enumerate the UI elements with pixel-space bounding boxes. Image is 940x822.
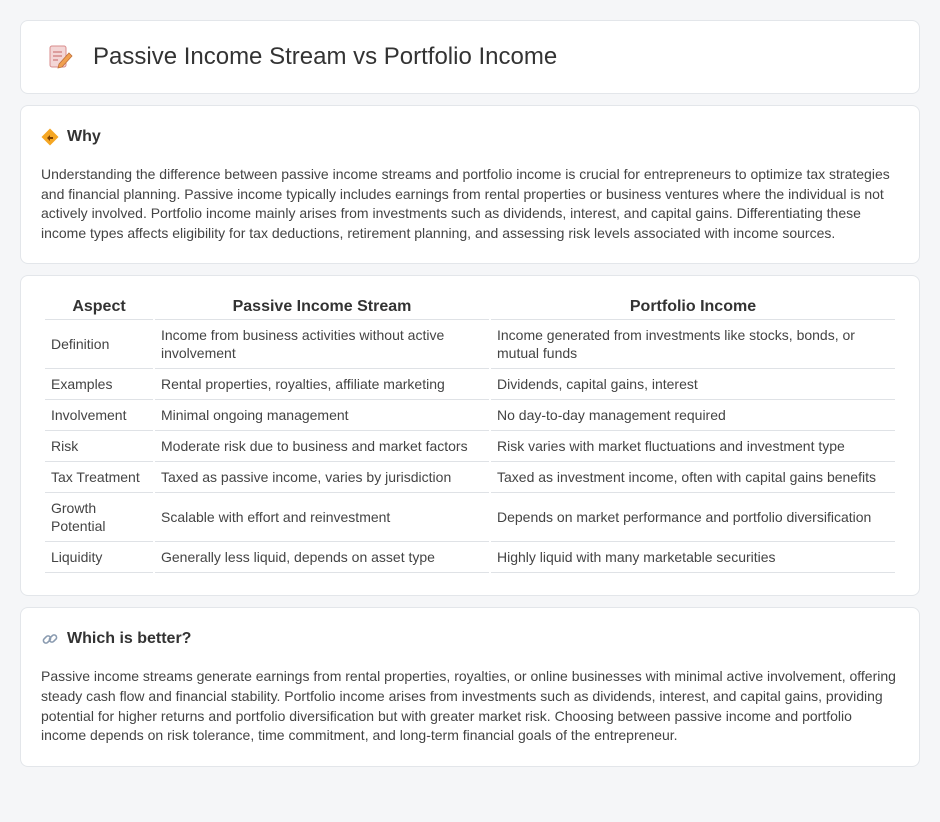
cell-passive: Income from business activities without active involvement [155, 320, 489, 369]
better-header [41, 630, 899, 648]
why-text: Understanding the difference between passive income streams and portfolio income is crucial for entrepreneurs to optimize tax strategies and financial planning. Passive income typically includes earnings from rental properties or business ventures where the individual is not actively involved. Portfolio income mainly arises from investments such as dividends, interest, and capital gains. Differentiating these income types affects eligibility for tax deductions, retirement planning, and assessing risk levels associated with income sources. [41, 166, 890, 241]
cell-portfolio: Highly liquid with many marketable securities [491, 542, 895, 573]
why-section [20, 105, 920, 264]
table-row [45, 369, 895, 400]
cell-aspect: Liquidity [45, 542, 153, 573]
link-icon [41, 630, 59, 648]
cell-portfolio: Income generated from investments like stocks, bonds, or mutual funds [491, 320, 895, 369]
better-title: Which is better? [67, 630, 192, 648]
cell-aspect: Risk [45, 431, 153, 462]
cell-passive: Rental properties, royalties, affiliate marketing [155, 369, 489, 400]
document-pencil-icon [47, 44, 73, 70]
comparison-card [20, 275, 920, 596]
why-title: Why [67, 128, 101, 145]
cell-passive: Scalable with effort and reinvestment [155, 493, 489, 542]
cell-passive: Generally less liquid, depends on asset type [155, 542, 489, 573]
table-row [45, 493, 895, 542]
table-row [45, 462, 895, 493]
header-portfolio: Portfolio Income [491, 298, 895, 320]
cell-aspect: Definition [45, 320, 153, 369]
why-header [41, 128, 899, 146]
cell-portfolio: Risk varies with market fluctuations and investment type [491, 431, 895, 462]
table-header-row [45, 298, 895, 320]
cell-passive: Minimal ongoing management [155, 400, 489, 431]
cell-portfolio: Dividends, capital gains, interest [491, 369, 895, 400]
table-row [45, 542, 895, 573]
header-passive: Passive Income Stream [155, 298, 489, 320]
page-title: Passive Income Stream vs Portfolio Income [93, 43, 558, 70]
cell-portfolio: No day-to-day management required [491, 400, 895, 431]
table-row [45, 320, 895, 369]
cell-portfolio: Taxed as investment income, often with capital gains benefits [491, 462, 895, 493]
cell-aspect: Tax Treatment [45, 462, 153, 493]
cell-portfolio: Depends on market performance and portfolio diversification [491, 493, 895, 542]
comparison-table [43, 298, 897, 573]
title-card [20, 20, 920, 94]
table-row [45, 400, 895, 431]
cell-passive: Taxed as passive income, varies by jurisdiction [155, 462, 489, 493]
better-text: Passive income streams generate earnings from rental properties, royalties, or online businesses with minimal active involvement, offering steady cash flow and financial stability. Portfolio income arises from investments such as dividends, interest, and capital gains, providing potential for higher returns and portfolio diversification but with greater market risk. Choosing between passive income and portfolio income depends on risk tolerance, time commitment, and long-term financial goals of the entrepreneur. [41, 668, 896, 744]
diamond-arrow-icon [41, 128, 59, 146]
cell-passive: Moderate risk due to business and market factors [155, 431, 489, 462]
better-section [20, 607, 920, 766]
cell-aspect: Involvement [45, 400, 153, 431]
table-row [45, 431, 895, 462]
cell-aspect: Growth Potential [45, 493, 153, 542]
header-aspect: Aspect [45, 298, 153, 320]
cell-aspect: Examples [45, 369, 153, 400]
